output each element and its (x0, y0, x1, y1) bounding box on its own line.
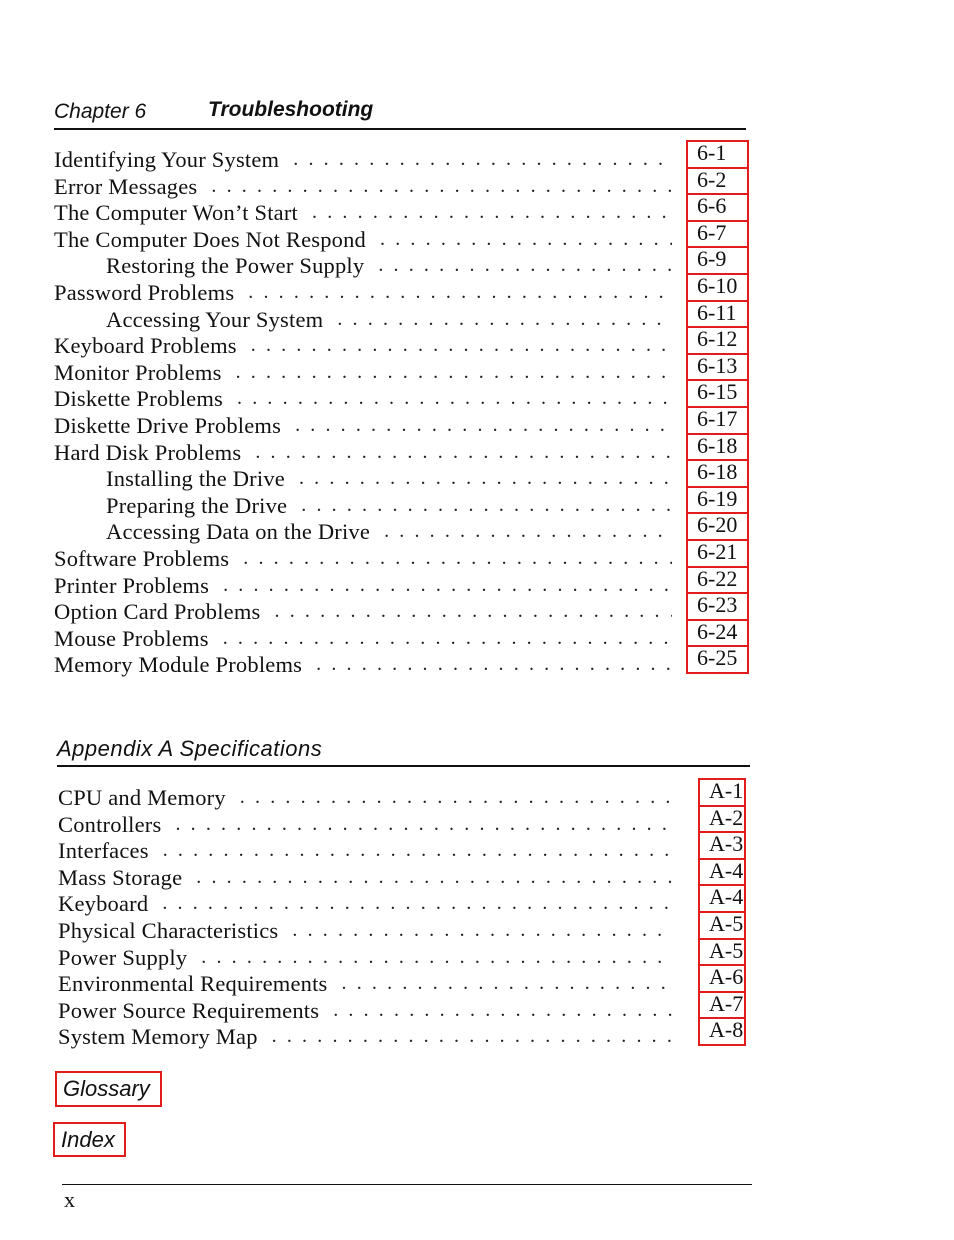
chapter-page-link[interactable]: 6-7 (686, 220, 749, 249)
dot-leader (333, 997, 672, 1024)
chapter-entry-title: Preparing the Drive (106, 492, 288, 518)
chapter-entry-title: Printer Problems (54, 572, 210, 598)
appendix-entry-title: Interfaces (58, 838, 149, 864)
appendix-entry[interactable] (58, 890, 672, 917)
chapter-page-link[interactable]: 6-11 (686, 300, 749, 329)
chapter-entry[interactable] (106, 306, 672, 333)
chapter-entry-title: Mouse Problems (54, 625, 209, 651)
chapter-entry-title: Hard Disk Problems (54, 439, 242, 465)
chapter-label: Chapter 6 (54, 100, 147, 123)
chapter-entry[interactable] (54, 651, 672, 678)
chapter-page-link[interactable]: 6-12 (686, 326, 749, 355)
dot-leader (163, 837, 672, 864)
dot-leader (384, 518, 672, 545)
appendix-entry-title: System Memory Map (58, 1024, 258, 1050)
appendix-page-link[interactable]: A-1 (698, 778, 746, 807)
footer-rule (62, 1184, 752, 1185)
glossary-link[interactable]: Glossary (55, 1071, 162, 1107)
chapter-entry-title: Memory Module Problems (54, 652, 303, 678)
appendix-entry-title: Environmental Requirements (58, 971, 328, 997)
appendix-entry[interactable] (58, 864, 672, 891)
appendix-entry[interactable] (58, 944, 672, 971)
chapter-entry[interactable] (106, 465, 672, 492)
appendix-entry-title: CPU and Memory (58, 785, 226, 810)
chapter-entry-title: Password Problems (54, 280, 235, 305)
dot-leader (236, 359, 672, 386)
dot-leader (201, 944, 672, 971)
dot-leader (211, 173, 672, 200)
chapter-page-link[interactable]: 6-24 (686, 619, 749, 648)
chapter-page-link[interactable]: 6-13 (686, 353, 749, 382)
index-link[interactable]: Index (53, 1122, 126, 1157)
chapter-entry-title: Monitor Problems (54, 359, 222, 385)
chapter-entry-title: Error Messages (54, 173, 198, 199)
chapter-entry[interactable] (54, 598, 672, 625)
dot-leader (223, 625, 672, 652)
dot-leader (337, 306, 672, 333)
chapter-entry-title: The Computer Does Not Respond (54, 226, 367, 252)
appendix-entry[interactable] (58, 811, 672, 838)
chapter-entry-title: Installing the Drive (106, 466, 285, 492)
appendix-entry[interactable] (58, 997, 672, 1024)
chapter-page-link[interactable]: 6-23 (686, 592, 749, 621)
chapter-entry-title: Keyboard Problems (54, 333, 237, 359)
dot-leader (378, 252, 672, 279)
appendix-page-link[interactable]: A-5 (698, 938, 746, 967)
chapter-entry-title: Diskette Problems (54, 386, 224, 412)
dot-leader (316, 651, 672, 678)
dot-leader (240, 784, 672, 811)
dot-leader (196, 864, 672, 891)
dot-leader (292, 917, 672, 944)
appendix-entry-title: Power Source Requirements (58, 997, 320, 1023)
appendix-entry[interactable] (58, 970, 672, 997)
appendix-entry-title: Mass Storage (58, 864, 183, 890)
appendix-entry-title: Power Supply (58, 944, 188, 970)
appendix-entry[interactable] (58, 837, 672, 864)
dot-leader (342, 970, 672, 997)
appendix-entry-title: Controllers (58, 811, 162, 837)
dot-leader (243, 545, 672, 572)
chapter-entry[interactable] (54, 439, 672, 466)
chapter-page-link[interactable]: 6-18 (686, 433, 749, 462)
chapter-entry-title: The Computer Won’t Start (54, 200, 299, 226)
chapter-page-link[interactable]: 6-2 (686, 167, 749, 196)
appendix-page-link[interactable]: A-6 (698, 964, 746, 993)
chapter-entry[interactable] (106, 252, 672, 279)
appendix-entry[interactable] (58, 1023, 672, 1050)
chapter-page-link[interactable]: 6-18 (686, 459, 749, 488)
dot-leader (295, 412, 672, 439)
chapter-page-link[interactable]: 6-10 (686, 273, 749, 302)
chapter-entry-title: Restoring the Power Supply (106, 253, 365, 279)
chapter-entry-title: Accessing Your System (106, 306, 324, 332)
appendix-entry[interactable] (58, 917, 672, 944)
chapter-entry[interactable] (54, 279, 672, 306)
chapter-page-link[interactable]: 6-21 (686, 539, 749, 568)
dot-leader (223, 572, 672, 599)
chapter-page-link[interactable]: 6-15 (686, 379, 749, 408)
chapter-entry[interactable] (54, 146, 672, 173)
chapter-page-link[interactable]: 6-20 (686, 512, 749, 541)
chapter-entry[interactable] (54, 173, 672, 200)
appendix-label: Appendix A Specifications (57, 736, 323, 761)
dot-leader (248, 279, 672, 306)
chapter-entry-title: Diskette Drive Problems (54, 413, 282, 438)
dot-leader (175, 811, 672, 838)
dot-leader (272, 1023, 672, 1050)
chapter-entry[interactable] (54, 412, 672, 439)
dot-leader (162, 890, 672, 917)
appendix-page-link[interactable]: A-8 (698, 1017, 746, 1046)
chapter-entry[interactable] (54, 359, 672, 386)
chapter-entry-title: Option Card Problems (54, 599, 261, 625)
chapter-entry[interactable] (54, 572, 672, 599)
chapter-entry[interactable] (54, 385, 672, 412)
chapter-entry[interactable] (106, 518, 672, 545)
dot-leader (312, 199, 672, 226)
dot-leader (251, 332, 672, 359)
chapter-entry[interactable] (54, 625, 672, 652)
appendix-page-link[interactable]: A-5 (698, 911, 746, 940)
chapter-heading (54, 100, 746, 130)
appendix-page-link[interactable]: A-3 (698, 831, 746, 860)
chapter-page-link[interactable]: 6-19 (686, 486, 749, 515)
appendix-entry-title: Keyboard (58, 891, 149, 917)
chapter-page-link[interactable]: 6-25 (686, 645, 749, 674)
appendix-entry-title: Physical Characteristics (58, 918, 279, 943)
appendix-page-link[interactable]: A-4 (698, 858, 746, 887)
dot-leader (293, 146, 672, 173)
chapter-entry-title: Identifying Your System (54, 147, 280, 172)
dot-leader (275, 598, 673, 625)
chapter-entry[interactable] (106, 492, 672, 519)
appendix-page-link[interactable]: A-2 (698, 805, 746, 834)
chapter-page-link[interactable]: 6-1 (686, 140, 749, 169)
chapter-title: Troubleshooting (208, 98, 374, 121)
dot-leader (299, 465, 672, 492)
dot-leader (301, 492, 672, 519)
appendix-heading (57, 736, 750, 767)
chapter-page-link[interactable]: 6-17 (686, 406, 749, 435)
chapter-entry-title: Software Problems (54, 546, 230, 571)
appendix-page-link[interactable]: A-7 (698, 991, 746, 1020)
page-number: x (64, 1187, 75, 1212)
chapter-entry[interactable] (54, 332, 672, 359)
chapter-page-link[interactable]: 6-9 (686, 246, 749, 275)
dot-leader (237, 385, 672, 412)
chapter-entry[interactable] (54, 545, 672, 572)
chapter-page-link[interactable]: 6-22 (686, 566, 749, 595)
chapter-page-link[interactable]: 6-6 (686, 193, 749, 222)
dot-leader (255, 439, 672, 466)
chapter-entry[interactable] (54, 199, 672, 226)
dot-leader (380, 226, 672, 253)
appendix-entry[interactable] (58, 784, 672, 811)
chapter-entry[interactable] (54, 226, 672, 253)
chapter-entry-title: Accessing Data on the Drive (106, 519, 371, 545)
appendix-page-link[interactable]: A-4 (698, 884, 746, 913)
